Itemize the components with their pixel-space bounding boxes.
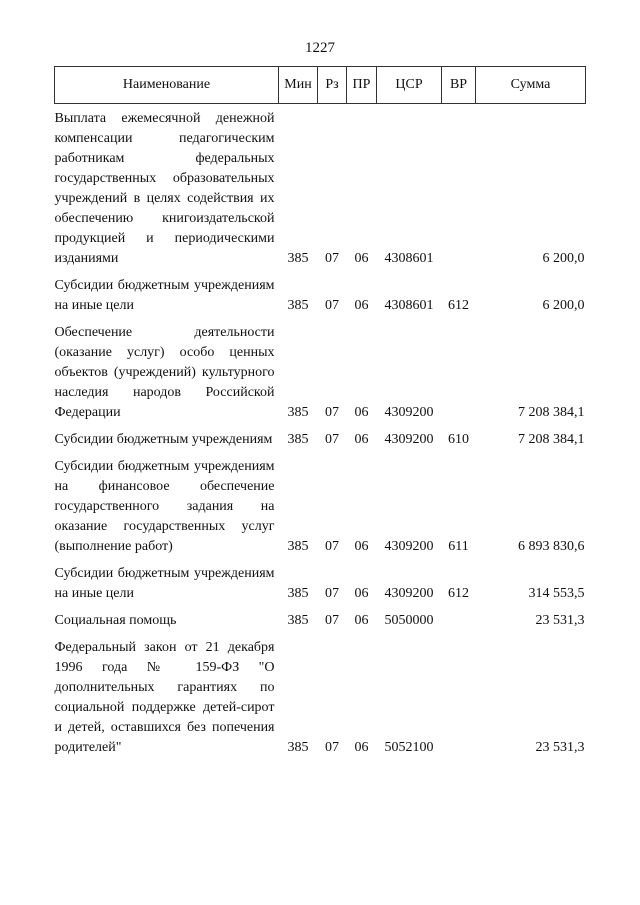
row-pr: 06 <box>354 740 369 755</box>
row-min: 385 <box>287 539 309 554</box>
row-pr: 06 <box>354 298 369 313</box>
table-row <box>55 104 586 270</box>
row-min: 385 <box>287 405 309 420</box>
row-pr: 06 <box>354 432 369 447</box>
header-vr: ВР <box>442 67 476 104</box>
row-rz: 07 <box>325 405 339 420</box>
table-row <box>55 269 586 316</box>
table-row <box>55 423 586 450</box>
table-header <box>55 67 586 104</box>
row-vr <box>442 604 476 631</box>
header-sum: Сумма <box>476 67 586 104</box>
header-row <box>55 67 586 104</box>
row-name: Субсидии бюджетным учреждениям на иные цели <box>54 278 275 313</box>
table-row <box>55 316 586 423</box>
row-min: 385 <box>287 298 309 313</box>
row-csr: 4309200 <box>384 432 434 447</box>
row-csr: 4309200 <box>384 539 434 554</box>
row-rz: 07 <box>325 586 339 601</box>
row-rz: 07 <box>325 432 339 447</box>
row-csr: 5050000 <box>384 613 434 628</box>
header-min: Мин <box>279 67 318 104</box>
row-sum: 7 208 384,1 <box>518 432 585 447</box>
row-pr: 06 <box>354 405 369 420</box>
table-row <box>55 450 586 557</box>
row-csr: 4309200 <box>384 586 434 601</box>
row-sum: 6 200,0 <box>542 251 585 266</box>
header-csr: ЦСР <box>377 67 442 104</box>
table-row <box>55 557 586 604</box>
row-vr <box>442 631 476 758</box>
row-rz: 07 <box>325 613 339 628</box>
header-rz: Рз <box>318 67 347 104</box>
row-rz: 07 <box>325 740 339 755</box>
row-vr <box>442 104 476 270</box>
table-row <box>55 631 586 758</box>
row-min: 385 <box>287 740 309 755</box>
header-pr: ПР <box>347 67 377 104</box>
row-min: 385 <box>287 432 309 447</box>
row-sum: 7 208 384,1 <box>518 405 585 420</box>
table-row <box>55 604 586 631</box>
row-sum: 23 531,3 <box>535 740 585 755</box>
row-min: 385 <box>287 613 309 628</box>
row-vr <box>442 316 476 423</box>
row-rz: 07 <box>325 298 339 313</box>
row-sum: 6 893 830,6 <box>518 539 585 554</box>
row-pr: 06 <box>354 613 369 628</box>
row-pr: 06 <box>354 251 369 266</box>
row-min: 385 <box>287 586 309 601</box>
row-rz: 07 <box>325 539 339 554</box>
page-number: 1227 <box>305 40 335 56</box>
row-csr: 4308601 <box>384 251 434 266</box>
table-body <box>55 104 586 759</box>
row-name: Выплата ежемесячной денежной компенсации педагогическим работникам федеральных государственных образовательных учреждений в целях содействия их обеспечению книгоиздательской продукцией и периодическими изданиями <box>54 111 275 266</box>
row-pr: 06 <box>354 586 369 601</box>
row-sum: 23 531,3 <box>535 613 585 628</box>
row-csr: 4308601 <box>384 298 434 313</box>
row-sum: 6 200,0 <box>542 298 585 313</box>
row-rz: 07 <box>325 251 339 266</box>
row-min: 385 <box>287 251 309 266</box>
row-vr: 610 <box>448 432 469 447</box>
row-name: Социальная помощь <box>54 613 177 628</box>
row-vr: 612 <box>448 298 469 313</box>
row-name: Субсидии бюджетным учреждениям на иные цели <box>54 566 275 601</box>
row-name: Обеспечение деятельности (оказание услуг) особо ценных объектов (учреждений) культурного наследия народов Российской Федерации <box>54 325 275 420</box>
row-pr: 06 <box>354 539 369 554</box>
row-csr: 4309200 <box>384 405 434 420</box>
row-name: Федеральный закон от 21 декабря 1996 года № 159-ФЗ "О дополнительных гарантиях по социальной поддержке детей-сирот и детей, оставшихся без попечения родителей" <box>54 640 275 755</box>
budget-table <box>54 66 586 758</box>
row-name: Субсидии бюджетным учреждениям на финансовое обеспечение государственного задания на оказание государственных услуг (выполнение работ) <box>54 459 275 554</box>
row-vr: 612 <box>448 586 469 601</box>
header-name: Наименование <box>55 67 279 104</box>
row-csr: 5052100 <box>384 740 434 755</box>
row-vr: 611 <box>448 539 469 554</box>
row-sum: 314 553,5 <box>528 586 585 601</box>
row-name: Субсидии бюджетным учреждениям <box>54 432 273 447</box>
